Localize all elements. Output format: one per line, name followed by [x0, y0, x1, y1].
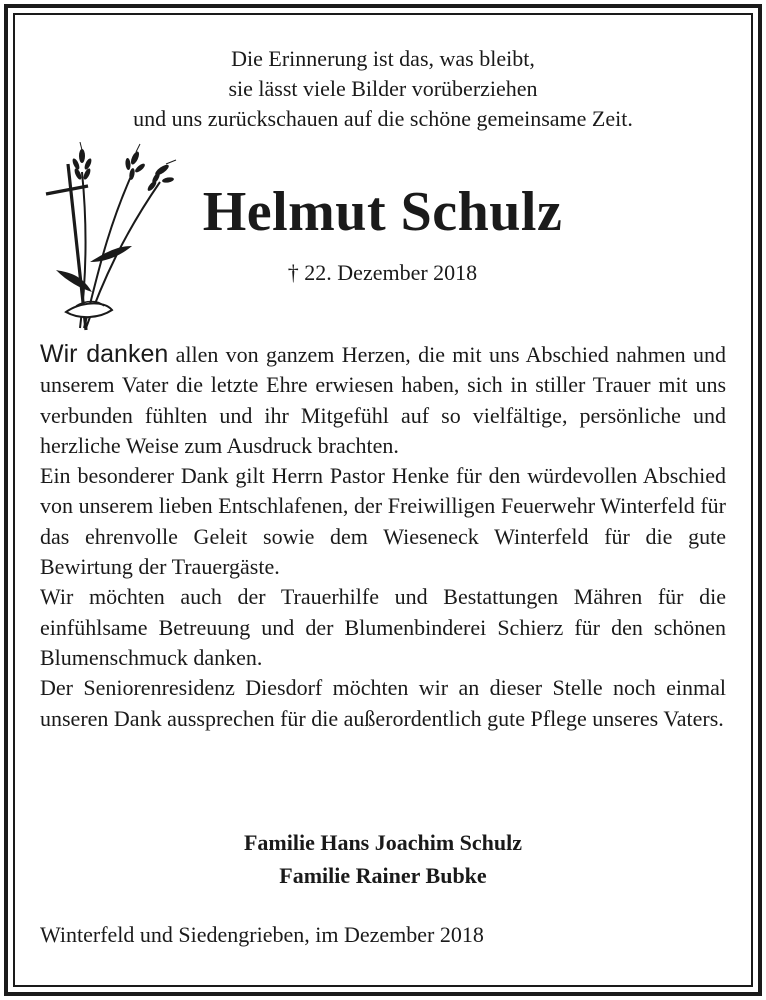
- deceased-name: Helmut Schulz: [202, 181, 563, 243]
- thanks-paragraph-4: Der Seniorenresidenz Diesdorf möchten wir an dieser Stelle noch einmal unseren Dank aussprechen für die außerordentlich gute Pflege unseres Vaters.: [40, 675, 726, 731]
- thanks-text: [40, 339, 726, 734]
- thanks-lead: Wir danken: [40, 340, 169, 368]
- place-and-date: Winterfeld und Siedengrieben, im Dezember 2018: [40, 922, 484, 947]
- thanks-paragraph-3: Wir möchten auch der Trauerhilfe und Bestattungen Mähren für die einfühlsame Betreuung und der Blumenbinderei Schierz für den schönen Blumenschmuck danken.: [40, 584, 726, 670]
- signature-family-1: Familie Hans Joachim Schulz: [243, 830, 523, 855]
- memorial-poem: [40, 44, 726, 134]
- poem-line-3: und uns zurückschauen auf die schöne gemeinsame Zeit.: [133, 106, 633, 131]
- thanks-paragraph-1: [40, 339, 726, 461]
- cross-with-wheat-icon: [40, 142, 180, 332]
- thanks-paragraph-2: Ein besonderer Dank gilt Herrn Pastor Henke für den würdevollen Abschied von unserem lieben Entschlafenen, der Freiwilligen Feuerwehr Winterfeld für das ehrenvolle Geleit sowie dem Wieseneck Winterfeld für die gute Bewirtung der Trauergäste.: [40, 463, 726, 580]
- thanks-paragraph-1-text: allen von ganzem Herzen, die mit uns Abschied nahmen und unserem Vater die letzte Ehre erwiesen haben, sich in stiller Trauer mit uns verbunden fühlten und ihr Mitgefühl auf so vielfältige, persönliche und herzliche Weise zum Ausdruck brachten.: [40, 342, 726, 458]
- signature-family-2: Familie Rainer Bubke: [279, 863, 487, 888]
- poem-line-1: Die Erinnerung ist das, was bleibt,: [231, 46, 535, 71]
- poem-line-2: sie lässt viele Bilder vorüberziehen: [228, 76, 538, 101]
- death-date: † 22. Dezember 2018: [287, 260, 478, 285]
- family-signatures: [40, 826, 726, 892]
